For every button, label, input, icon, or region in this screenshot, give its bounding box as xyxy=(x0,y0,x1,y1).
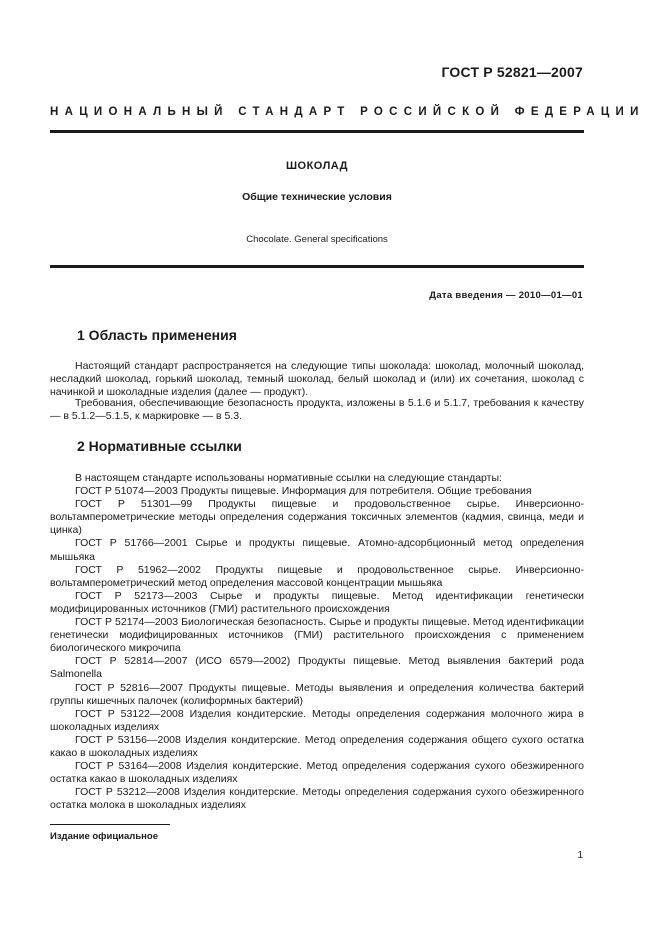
national-standard-banner: НАЦИОНАЛЬНЫЙ СТАНДАРТ РОССИЙСКОЙ ФЕДЕРАЦИИ xyxy=(50,106,645,118)
document-code: ГОСТ Р 52821—2007 xyxy=(441,64,583,80)
reference-item: ГОСТ Р 51766—2001 Сырье и продукты пищевые. Атомно-адсорбционный метод определения мышьяка xyxy=(50,537,584,563)
reference-item: ГОСТ Р 52173—2003 Сырье и продукты пищевые. Метод идентификации генетически модифицированных источников (ГМИ) растительного происхождения xyxy=(50,589,584,615)
references-intro: В настоящем стандарте использованы нормативные ссылки на следующие стандарты: xyxy=(75,472,502,484)
reference-item: ГОСТ Р 53122—2008 Изделия кондитерские. Методы определения содержания молочного жира в шоколадных изделиях xyxy=(50,707,584,733)
reference-item: ГОСТ Р 51301—99 Продукты пищевые и продовольственное сырье. Инверсионно-вольтамперометрические методы определения содержания токсичных элементов (кадмия, свинца, меди и цинка) xyxy=(50,498,584,537)
reference-item: ГОСТ Р 52814—2007 (ИСО 6579—2002) Продукты пищевые. Метод выявления бактерий рода Salmonella xyxy=(50,655,584,681)
reference-item: ГОСТ Р 51074—2003 Продукты пищевые. Информация для потребителя. Общие требования xyxy=(75,485,532,498)
english-title: Chocolate. General specifications xyxy=(246,234,388,245)
top-rule xyxy=(50,130,584,133)
footer-rule xyxy=(50,824,170,825)
section-2-heading: 2 Нормативные ссылки xyxy=(77,438,242,454)
reference-item: ГОСТ Р 53164—2008 Изделия кондитерские. Метод определения содержания сухого обезжиренного остатка какао в шоколадных изделиях xyxy=(50,760,584,786)
section-1-paragraph: Настоящий стандарт распространяется на следующие типы шоколада: шоколад, молочный шоколад, несладкий шоколад, горький шоколад, темный шоколад, белый шоколад и (или) их сочетания, шоколад с начинкой и шоколадные изделия (далее — продукт). xyxy=(50,360,584,399)
section-1-heading: 1 Область применения xyxy=(77,327,237,343)
reference-item: ГОСТ Р 53212—2008 Изделия кондитерские. Методы определения содержания сухого обезжиренного остатка молока в шоколадных изделиях xyxy=(50,786,584,812)
official-edition-label: Издание официальное xyxy=(50,831,158,842)
reference-item: ГОСТ Р 53156—2008 Изделия кондитерские. Метод определения содержания общего сухого остатка какао в шоколадных изделиях xyxy=(50,733,584,759)
document-title: ШОКОЛАД xyxy=(285,160,348,172)
introduction-date: Дата введения — 2010—01—01 xyxy=(429,290,583,301)
section-1-paragraph: Требования, обеспечивающие безопасность продукта, изложены в 5.1.6 и 5.1.7, требования к качеству — в 5.1.2—5.1.5, к маркировке — в 5.3. xyxy=(50,397,584,423)
document-subtitle: Общие технические условия xyxy=(242,191,392,203)
page-number: 1 xyxy=(577,850,583,861)
references-list xyxy=(50,472,584,812)
reference-item: ГОСТ Р 51962—2002 Продукты пищевые и продовольственное сырье. Инверсионно-вольтамперометрический метод определения массовой концентрации мышьяка xyxy=(50,563,584,589)
reference-item: ГОСТ Р 52816—2007 Продукты пищевые. Методы выявления и определения количества бактерий группы кишечных палочек (колиформных бактерий) xyxy=(50,681,584,707)
bottom-rule xyxy=(50,265,584,268)
reference-item: ГОСТ Р 52174—2003 Биологическая безопасность. Сырье и продукты пищевые. Метод идентификации генетически модифицированных источников (ГМИ) растительного происхождения с применением биологического микрочипа xyxy=(50,616,584,655)
